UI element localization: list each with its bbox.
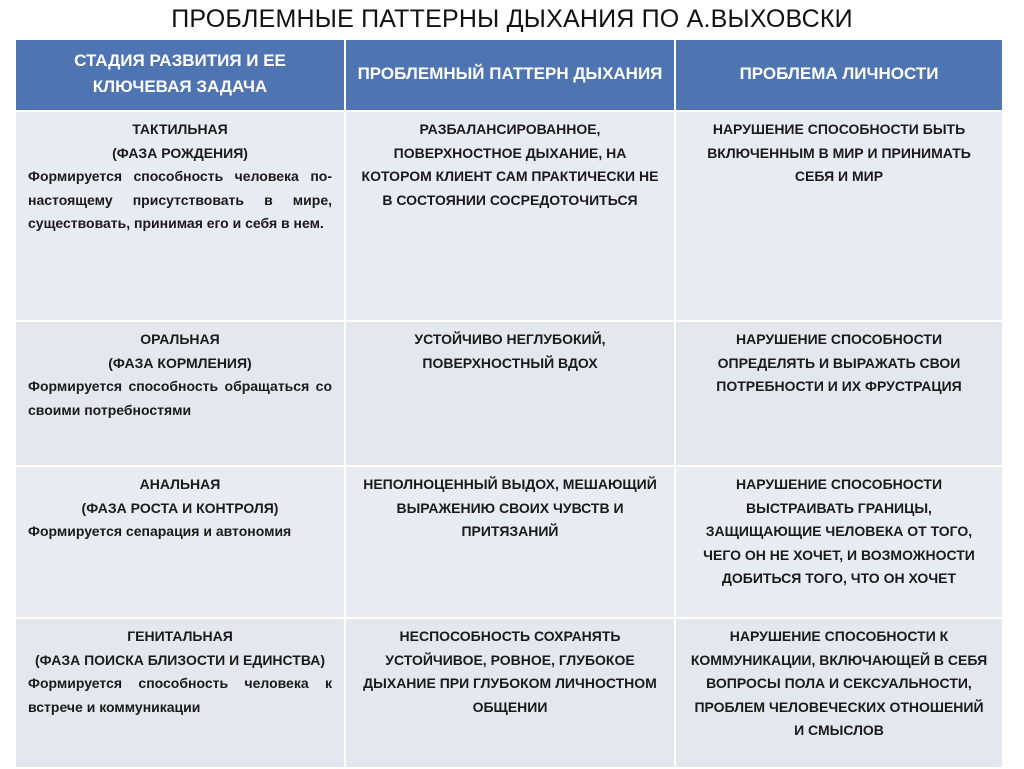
header-pattern: ПРОБЛЕМНЫЙ ПАТТЕРН ДЫХАНИЯ [345,39,675,111]
stage-name: ТАКТИЛЬНАЯ [132,121,228,137]
header-stage: СТАДИЯ РАЗВИТИЯ И ЕЕ КЛЮЧЕВАЯ ЗАДАЧА [15,39,345,111]
stage-cell [15,321,345,466]
stage-phase: (ФАЗА КОРМЛЕНИЯ) [108,354,252,371]
stage-phase: (ФАЗА ПОИСКА БЛИЗОСТИ И ЕДИНСТВА) [34,651,326,668]
slide-title: ПРОБЛЕМНЫЕ ПАТТЕРНЫ ДЫХАНИЯ ПО А.ВЫХОВСКИ [171,5,853,33]
stage-phase: (ФАЗА РОЖДЕНИЯ) [112,144,248,161]
table-row [15,321,1003,466]
stage-description: Формируется способность обращаться со своими потребностями [28,378,332,418]
stage-cell [15,466,345,618]
pattern-cell: РАЗБАЛАНСИРОВАННОЕ, ПОВЕРХНОСТНОЕ ДЫХАНИЕ, НА КОТОРОМ КЛИЕНТ САМ ПРАКТИЧЕСКИ НЕ В СОСТОЯНИИ СОСРЕДОТОЧИТЬСЯ [345,111,675,321]
pattern-cell: УСТОЙЧИВО НЕГЛУБОКИЙ, ПОВЕРХНОСТНЫЙ ВДОХ [345,321,675,466]
header-problem: ПРОБЛЕМА ЛИЧНОСТИ [675,39,1003,111]
stage-name: АНАЛЬНАЯ [139,476,221,492]
problem-cell: НАРУШЕНИЕ СПОСОБНОСТИ ОПРЕДЕЛЯТЬ И ВЫРАЖАТЬ СВОИ ПОТРЕБНОСТИ И ИХ ФРУСТРАЦИЯ [675,321,1003,466]
stage-name: ГЕНИТАЛЬНАЯ [127,628,233,644]
table-row [15,466,1003,618]
problem-cell: НАРУШЕНИЕ СПОСОБНОСТИ БЫТЬ ВКЛЮЧЕННЫМ В МИР И ПРИНИМАТЬ СЕБЯ И МИР [675,111,1003,321]
stage-phase: (ФАЗА РОСТА И КОНТРОЛЯ) [81,499,279,516]
problem-cell: НАРУШЕНИЕ СПОСОБНОСТИ ВЫСТРАИВАТЬ ГРАНИЦЫ, ЗАЩИЩАЮЩИЕ ЧЕЛОВЕКА ОТ ТОГО, ЧЕГО ОН НЕ ХОЧЕТ, И ВОЗМОЖНОСТИ ДОБИТЬСЯ ТОГО, ЧТО ОН ХОЧЕТ [675,466,1003,618]
stage-name: ОРАЛЬНАЯ [140,331,220,347]
table-header-row [15,39,1003,111]
stage-description: Формируется сепарация и автономия [28,523,292,539]
stage-description: Формируется способность человека по-настоящему присутствовать в мире, существовать, принимая его и себя в нем. [28,168,332,231]
problem-cell: НАРУШЕНИЕ СПОСОБНОСТИ К КОММУНИКАЦИИ, ВКЛЮЧАЮЩЕЙ В СЕБЯ ВОПРОСЫ ПОЛА И СЕКСУАЛЬНОСТИ, ПРОБЛЕМ ЧЕЛОВЕЧЕСКИХ ОТНОШЕНИЙ И СМЫСЛОВ [675,618,1003,768]
stage-cell [15,618,345,768]
table-row [15,618,1003,768]
stage-description: Формируется способность человека к встрече и коммуникации [28,675,332,715]
pattern-cell: НЕСПОСОБНОСТЬ СОХРАНЯТЬ УСТОЙЧИВОЕ, РОВНОЕ, ГЛУБОКОЕ ДЫХАНИЕ ПРИ ГЛУБОКОМ ЛИЧНОСТНОМ ОБЩЕНИИ [345,618,675,768]
stage-cell [15,111,345,321]
table-row [15,111,1003,321]
pattern-cell: НЕПОЛНОЦЕННЫЙ ВЫДОХ, МЕШАЮЩИЙ ВЫРАЖЕНИЮ СВОИХ ЧУВСТВ И ПРИТЯЗАНИЙ [345,466,675,618]
breathing-patterns-table [14,38,1004,769]
